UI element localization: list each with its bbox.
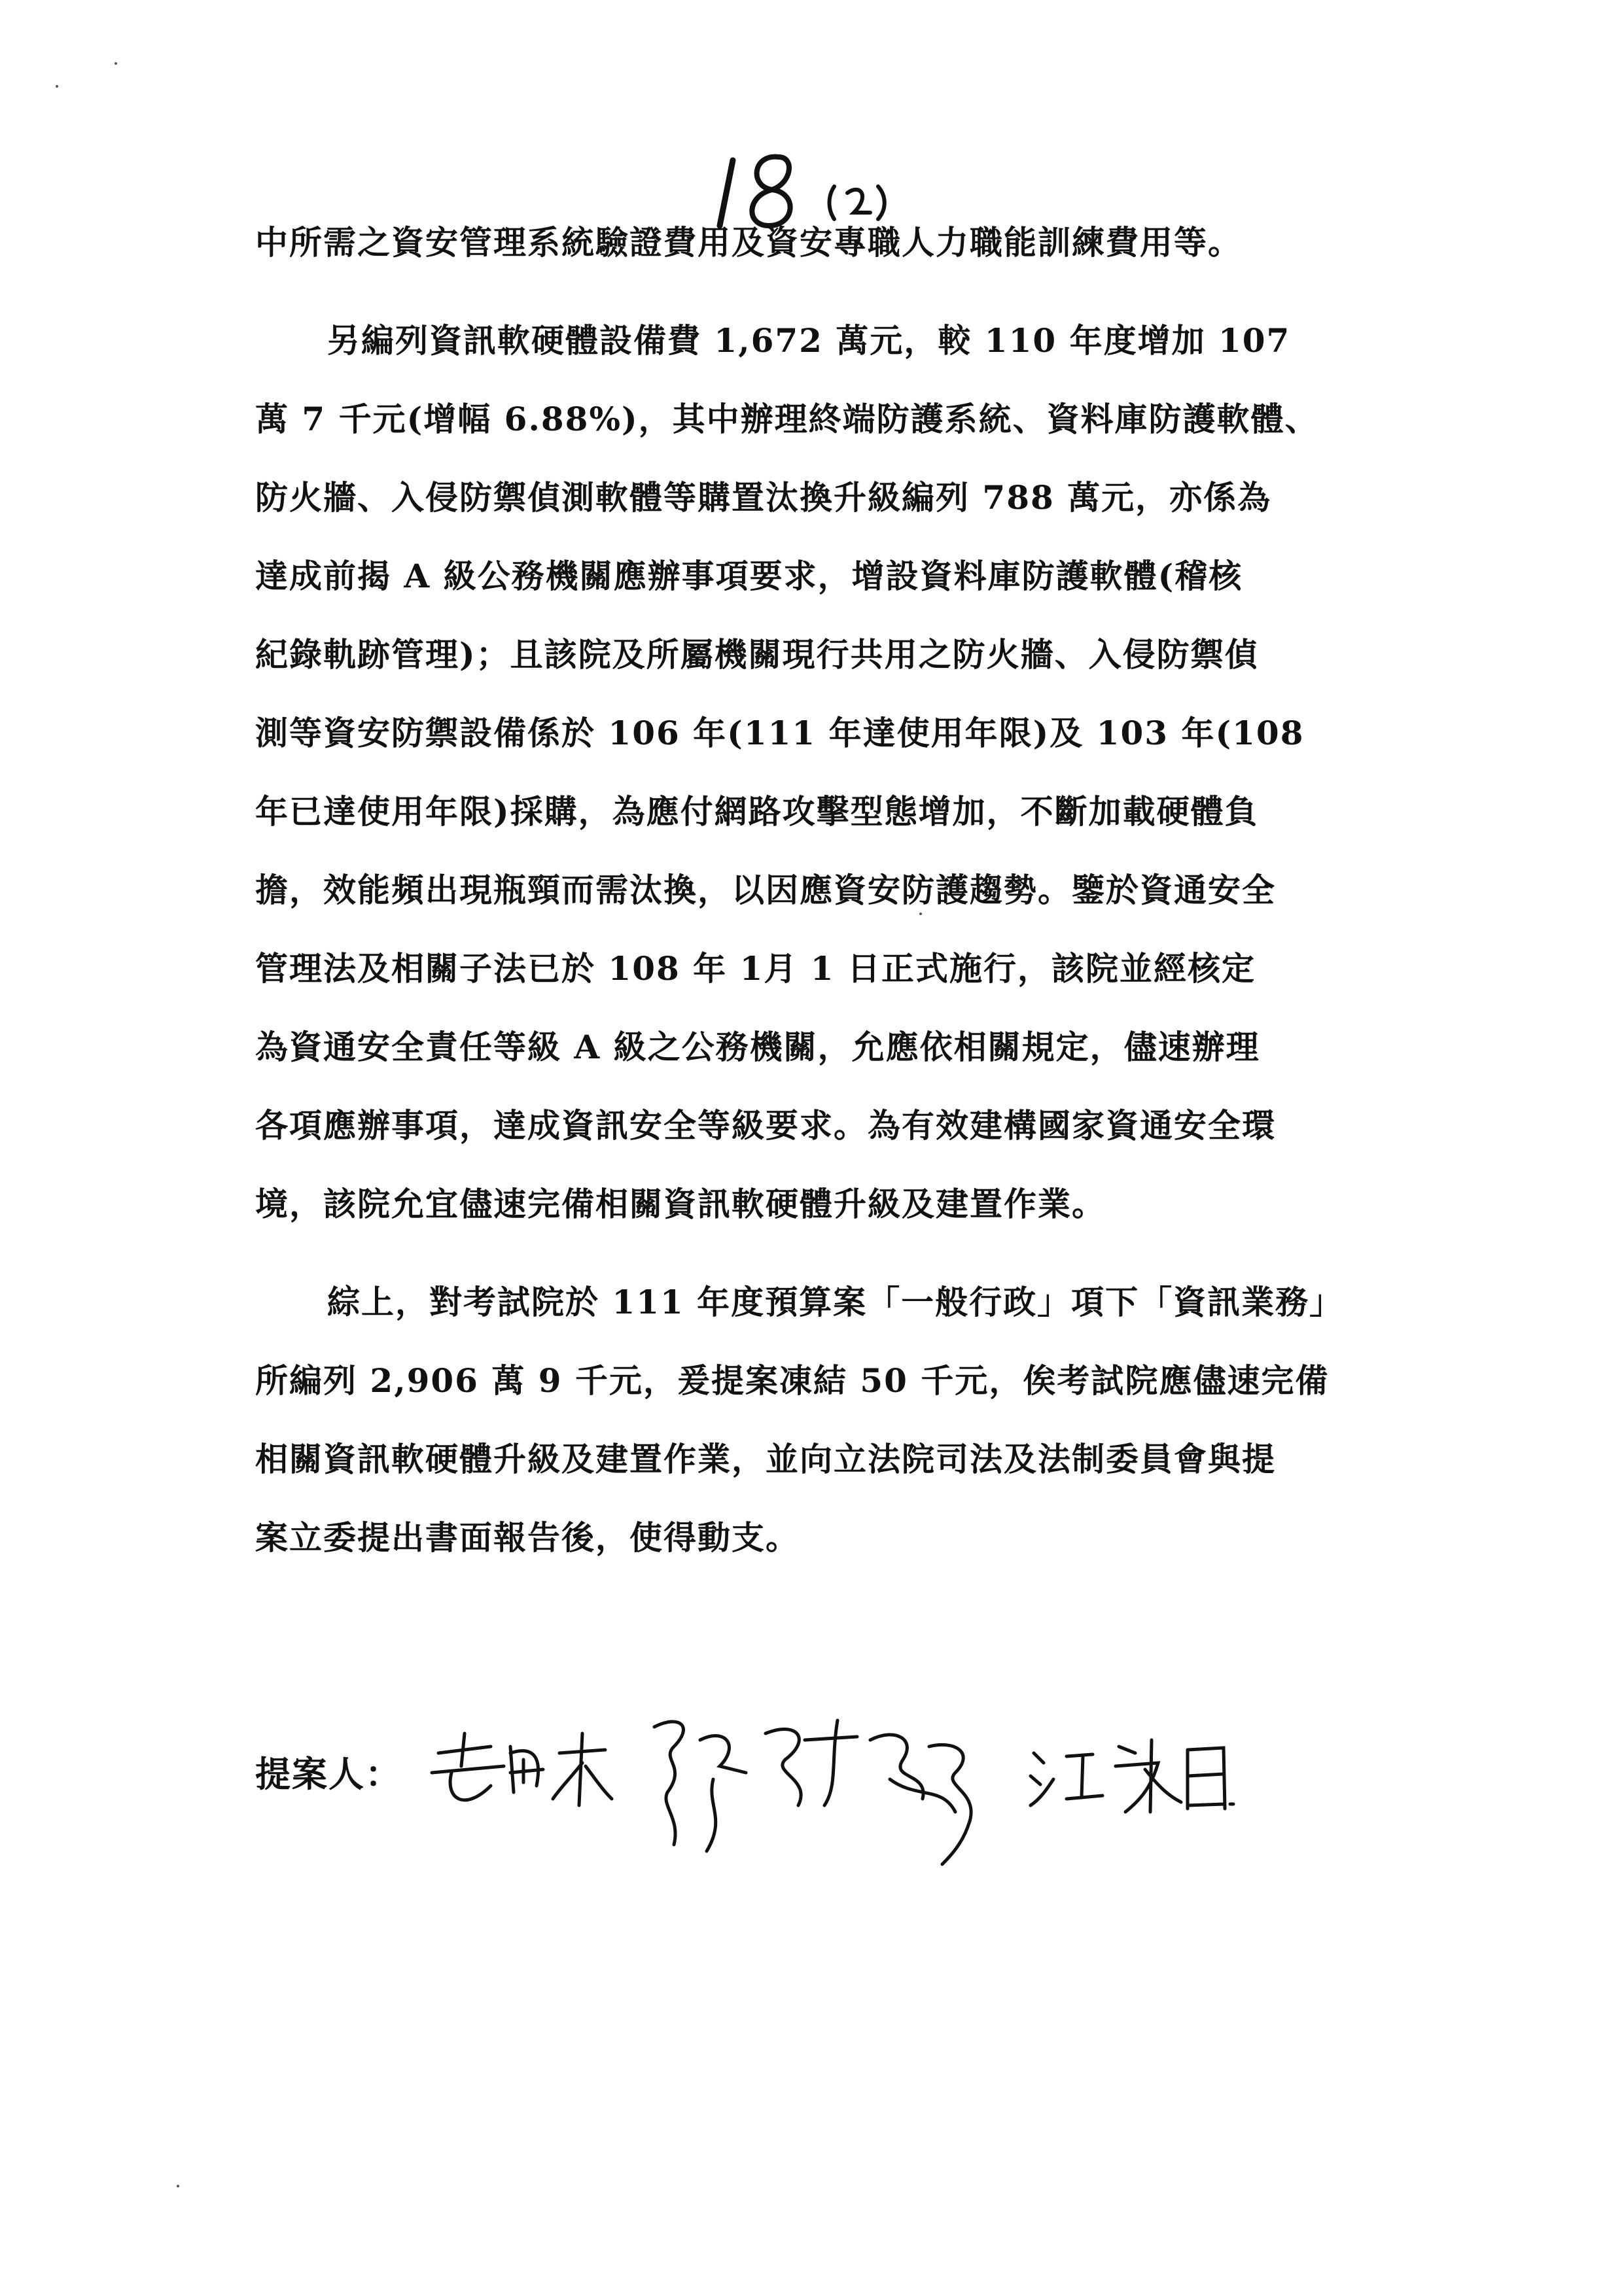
scan-speck	[56, 85, 58, 88]
signature-3	[1021, 1727, 1243, 1825]
text-line: 管理法及相關子法已於 108 年 1月 1 日正式施行，該院並經核定	[255, 949, 1256, 988]
proposer-block	[255, 1701, 1302, 1897]
text-line: 測等資安防禦設備係於 106 年(111 年達使用年限)及 103 年(108	[255, 714, 1305, 752]
signature-1	[419, 1727, 615, 1825]
text-line: 各項應辦事項，達成資訊安全等級要求。為有效建構國家資通安全環	[255, 1106, 1276, 1145]
text-line: 達成前揭 A 級公務機關應辦事項要求，增設資料庫防護軟體(稽核	[255, 557, 1243, 595]
text-line: 境，該院允宜儘速完備相關資訊軟硬體升級及建置作業。	[255, 1185, 1106, 1223]
signature-2	[641, 1701, 1008, 1871]
proposer-label: 提案人：	[255, 1753, 402, 1795]
scan-speck	[177, 2185, 179, 2187]
text-line: 防火牆、入侵防禦偵測軟體等購置汰換升級編列 788 萬元，亦係為	[255, 478, 1272, 517]
text-line: 為資通安全責任等級 A 級之公務機關，允應依相關規定，儘速辦理	[255, 1028, 1260, 1066]
text-line: 擔，效能頻出現瓶頸而需汰換，以因應資安防護趨勢。鑒於資通安全	[255, 871, 1276, 909]
scan-speck	[919, 913, 922, 915]
text-line: 紀錄軌跡管理)；且該院及所屬機關現行共用之防火牆、入侵防禦偵	[255, 635, 1259, 674]
text-line: 相關資訊軟硬體升級及建置作業，並向立法院司法及法制委員會與提	[255, 1440, 1276, 1478]
text-line: 綜上，對考試院於 111 年度預算案「一般行政」項下「資訊業務」	[327, 1283, 1344, 1321]
text-line: 案立委提出書面報告後，使得動支。	[255, 1518, 800, 1557]
scan-speck	[115, 62, 117, 65]
text-line: 萬 7 千元(增幅 6.88%)，其中辦理終端防護系統、資料庫防護軟體、	[255, 400, 1319, 438]
text-line: 所編列 2,906 萬 9 千元，爰提案凍結 50 千元，俟考試院應儘速完備	[255, 1361, 1330, 1400]
text-line: 年已達使用年限)採購，為應付網路攻擊型態增加，不斷加載硬體負	[255, 792, 1259, 831]
text-line: 中所需之資安管理系統驗證費用及資安專職人力職能訓練費用等。	[255, 223, 1242, 262]
text-line: 另編列資訊軟硬體設備費 1,672 萬元，較 110 年度增加 107	[327, 321, 1291, 360]
